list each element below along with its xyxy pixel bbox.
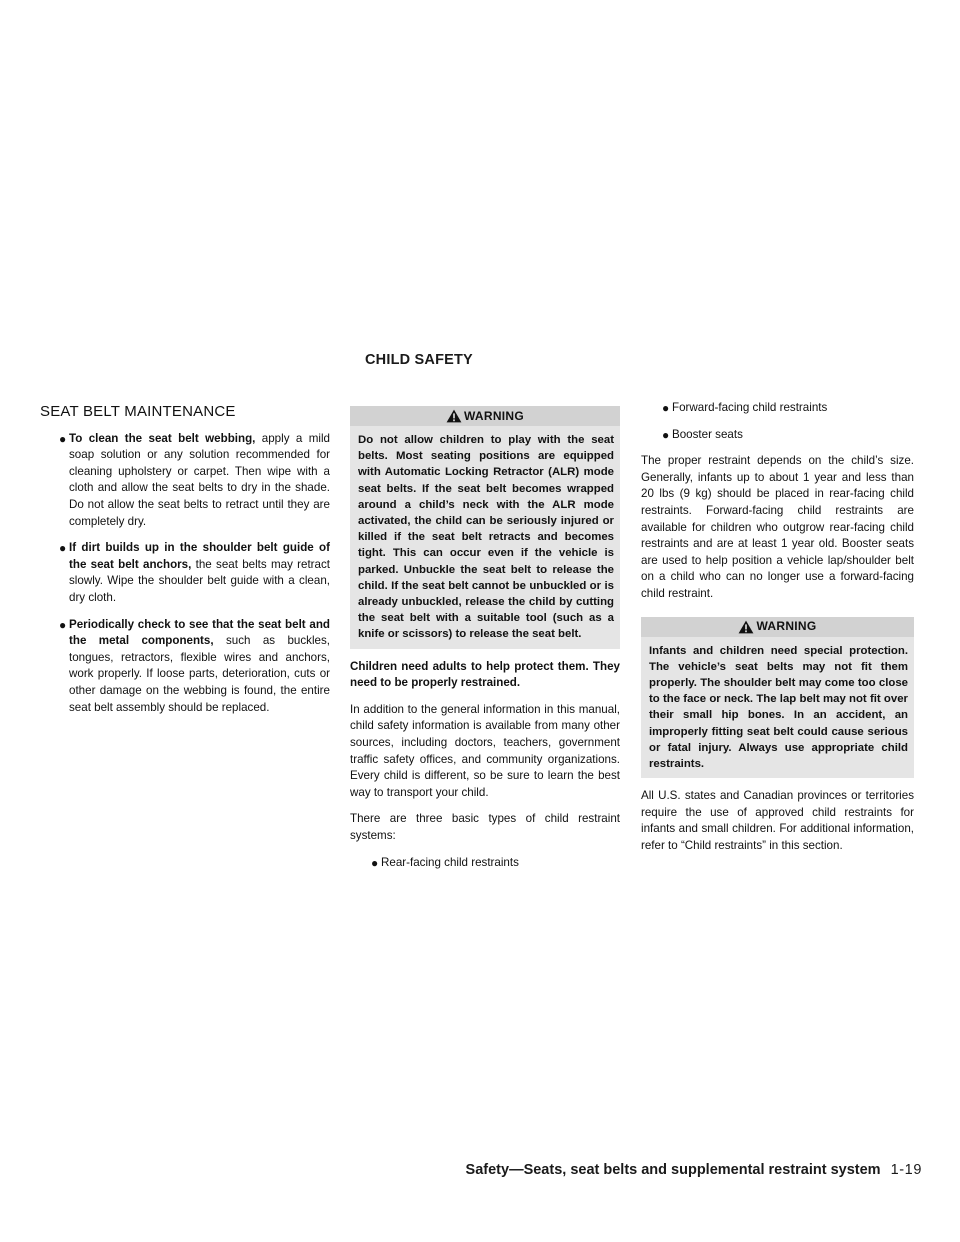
warning-box-seatbelt-play — [350, 406, 620, 649]
chapter-title: Safety—Seats, seat belts and supplemental restraint system — [465, 1162, 881, 1178]
warning-label: WARNING — [463, 408, 525, 423]
column-left — [40, 400, 330, 726]
bullet-dot: ● — [59, 541, 67, 556]
bullet-dot: ● — [371, 855, 379, 870]
maintenance-item-text: apply a mild soap solution or any solution recommended for cleaning upholstery or carpet. Then wipe with a cloth and allow the seat belts to dry in the shade. Do not allow the seat belts to retract until they are completely dry. — [69, 431, 331, 528]
maintenance-item-dirt — [40, 540, 330, 606]
maintenance-item-clean — [40, 431, 330, 531]
maintenance-item-lead: Periodically check to see that the seat belt and the metal components, — [69, 617, 330, 648]
maintenance-item-lead: To clean the seat belt webbing, — [69, 431, 256, 445]
page-footer — [452, 1162, 922, 1178]
restraint-type-label: Booster seats — [672, 427, 743, 441]
page-number: 1-19 — [890, 1162, 922, 1178]
warning-header — [350, 406, 620, 426]
legal-requirements-info: All U.S. states and Canadian provinces or territories require the use of approved child restraints for infants and small children. For additional information, refer to “Child restraints” in this section. — [641, 789, 914, 852]
restraint-type-item — [641, 427, 914, 444]
bullet-dot: ● — [59, 617, 67, 632]
maintenance-item-text: the seat belts may retract slowly. Wipe the shoulder belt guide with a clean, dry cloth. — [69, 557, 330, 604]
restraint-type-label: Forward-facing child restraints — [672, 401, 828, 414]
maintenance-item-check — [40, 617, 330, 717]
warning-text: Do not allow children to play with the seat belts. Most seating positions are equipped with Automatic Locking Retractor (ALR) mode seat belts. If the seat belt becomes wrapped around a child’s neck with the ALR mode activated, the child can be seriously injured or killed if the seat belt retracts and becomes tight. This can occur even if the vehicle is parked. Unbuckle the seat belt to release the child. If the seat belt cannot be unbuckled or is already unbuckled, release the child by cutting the seat belt with a suitable tool (such as a knife or scissors) to release the seat belt. — [358, 434, 614, 641]
section-title: CHILD SAFETY — [365, 352, 473, 368]
maintenance-heading: SEAT BELT MAINTENANCE — [40, 403, 236, 420]
proper-restraint-info: The proper restraint depends on the child’s size. Generally, infants up to about 1 year and less than 20 lbs (9 kg) should be placed in rear-facing child restraints. Forward-facing child restraints are available for children who outgrow rear-facing child restraints and are at least 1 year old. Booster seats are used to help position a vehicle lap/shoulder belt on a child who can no longer use a forward-facing child restraint. — [641, 454, 914, 600]
bullet-dot: ● — [662, 427, 670, 442]
restraint-types-intro: There are three basic types of child restraint systems: — [350, 812, 620, 842]
warning-box-special-protection — [641, 617, 914, 779]
child-safety-info: In addition to the general information in this manual, child safety information is available from many other sources, including doctors, teachers, government traffic safety offices, and community organizations. Every child is different, so be sure to learn the best way to transport your child. — [350, 702, 620, 799]
warning-triangle-icon — [446, 409, 462, 423]
warning-triangle-icon — [738, 620, 754, 634]
restraint-type-item — [350, 855, 620, 872]
restraint-type-label: Rear-facing child restraints — [381, 855, 519, 869]
warning-text: Infants and children need special protection. The vehicle’s seat belts may not fit them properly. The shoulder belt may come too close to the face or neck. The lap belt may not fit over their small hip bones. In an accident, an improperly fitting seat belt could cause serious or fatal injury. Always use appropriate child restraints. — [649, 644, 908, 770]
column-middle — [350, 400, 620, 881]
column-right — [641, 400, 914, 865]
maintenance-item-text: such as buckles, tongues, retractors, flexible wires and anchors, work properly. If loose parts, deterioration, cuts or other damage on the webbing is found, the entire seat belt assembly should be replaced. — [69, 634, 331, 714]
bullet-dot: ● — [59, 431, 67, 446]
maintenance-item-lead: If dirt builds up in the shoulder belt guide of the seat belt anchors, — [69, 541, 330, 571]
warning-label: WARNING — [756, 619, 817, 634]
restraint-type-item — [641, 400, 914, 417]
bullet-dot: ● — [662, 401, 670, 415]
children-need-adults: Children need adults to help protect them. They need to be properly restrained. — [350, 659, 620, 690]
warning-header — [641, 617, 914, 637]
